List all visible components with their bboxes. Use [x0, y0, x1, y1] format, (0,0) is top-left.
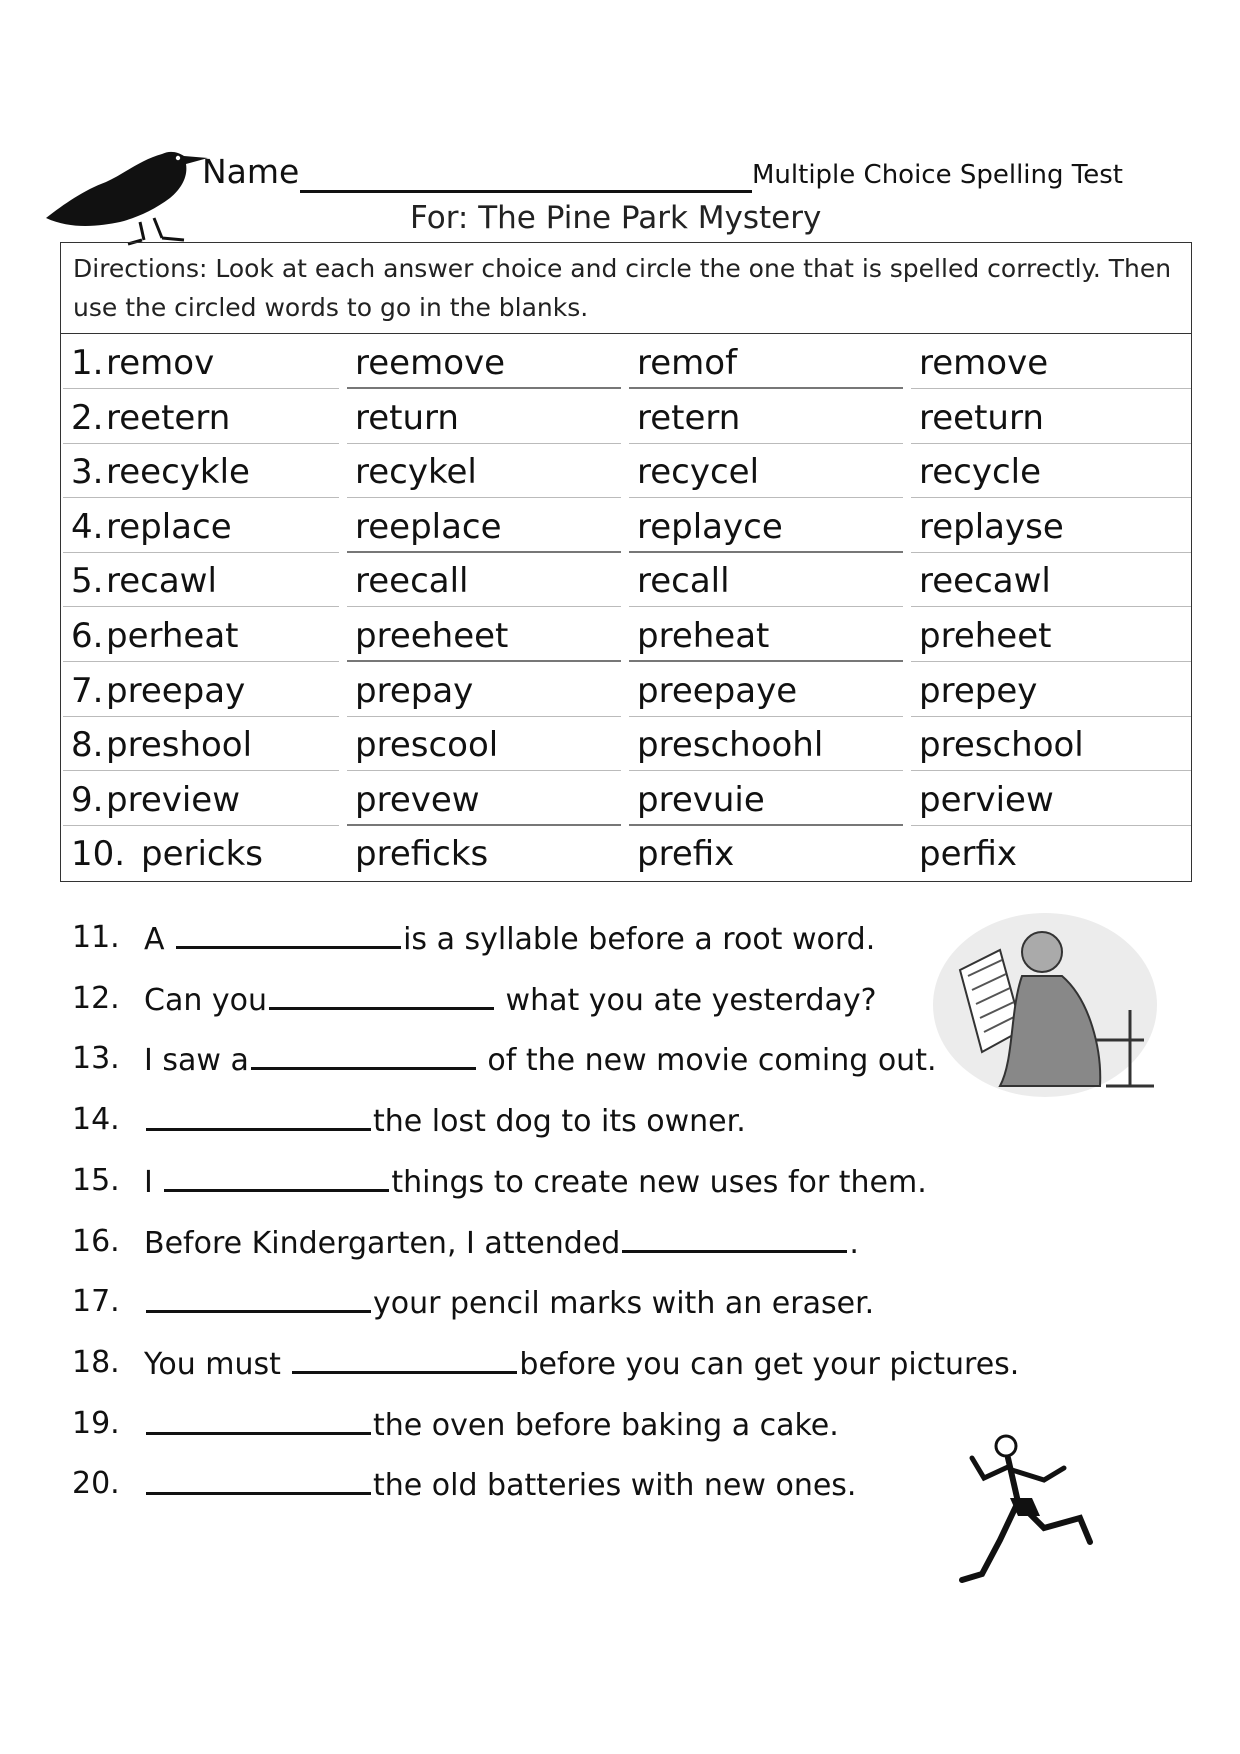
- question-word: [63, 501, 339, 553]
- answer-blank[interactable]: [164, 1159, 389, 1192]
- question-number: 5.: [71, 561, 104, 602]
- choice-text: remove: [919, 343, 1049, 383]
- reading-woman-illustration: [930, 910, 1160, 1100]
- answer-blank[interactable]: [292, 1341, 517, 1374]
- sentence-number: 16.: [72, 1223, 120, 1259]
- choice-text: perheat: [106, 616, 239, 656]
- answer-blank[interactable]: [269, 977, 494, 1010]
- test-title: Multiple Choice Spelling Test: [752, 160, 1123, 190]
- answer-choice[interactable]: [629, 501, 903, 553]
- sentence-number: 20.: [72, 1466, 120, 1502]
- choice-text: remof: [637, 343, 738, 383]
- sentence-before-text: I: [144, 1164, 163, 1200]
- answer-choice[interactable]: [629, 392, 903, 444]
- sentence-body: [144, 1341, 1019, 1387]
- answer-choice[interactable]: [347, 774, 621, 826]
- question-row: [61, 828, 1191, 883]
- choice-text: reeturn: [919, 397, 1044, 438]
- choice-text: preeheet: [355, 616, 509, 656]
- sentence-body: [144, 1098, 746, 1144]
- question-number: 4.: [71, 506, 104, 547]
- choice-text: preschool: [919, 725, 1084, 766]
- question-row: [61, 555, 1191, 610]
- choice-text: perfix: [919, 834, 1018, 875]
- answer-blank[interactable]: [251, 1037, 476, 1070]
- answer-choice[interactable]: [911, 828, 1191, 880]
- sentence-after-text: is a syllable before a root word.: [403, 922, 876, 957]
- sentence-number: 19.: [72, 1405, 120, 1441]
- choice-text: reecykle: [106, 452, 250, 493]
- sentence-after-text: what you ate yesterday?: [496, 982, 877, 1018]
- answer-choice[interactable]: [347, 501, 621, 553]
- answer-blank[interactable]: [146, 1280, 371, 1313]
- question-row: [61, 392, 1191, 447]
- question-row: [61, 774, 1191, 829]
- question-word: [63, 610, 339, 662]
- sentence-number: 17.: [72, 1284, 120, 1320]
- question-number: 3.: [71, 452, 104, 493]
- sentence-body: [144, 1159, 927, 1205]
- choice-text: reecall: [355, 561, 469, 602]
- choice-text: prepey: [919, 670, 1038, 711]
- choice-text: reemove: [355, 343, 506, 383]
- question-number: 6.: [71, 616, 104, 656]
- sentence-after-text: .: [849, 1225, 859, 1261]
- choice-text: preepaye: [637, 670, 798, 711]
- choice-text: preepay: [106, 670, 246, 711]
- choice-text: recawl: [106, 561, 217, 602]
- sentence-after-text: before you can get your pictures.: [519, 1346, 1020, 1382]
- answer-blank[interactable]: [146, 1402, 371, 1435]
- sentence-number: 12.: [72, 980, 120, 1016]
- question-word: [63, 774, 339, 826]
- directions-text: Directions: Look at each answer choice and circle the one that is spelled correctly. Then use the circled words to go in the blanks.: [73, 254, 1172, 322]
- question-number: 10.: [71, 834, 126, 875]
- sentence-after-text: your pencil marks with an eraser.: [373, 1286, 875, 1322]
- question-word: [63, 446, 339, 498]
- answer-choice[interactable]: [629, 774, 903, 826]
- choice-text: prepay: [355, 670, 474, 711]
- sentence-before-text: You must: [144, 1346, 291, 1382]
- sentence-after-text: of the new movie coming out.: [477, 1043, 937, 1079]
- choice-text: replayse: [919, 506, 1064, 547]
- choice-text: reecawl: [919, 561, 1051, 602]
- choice-text: reeplace: [355, 506, 502, 547]
- directions-divider: [61, 333, 1191, 334]
- question-word: [63, 392, 339, 444]
- answer-blank[interactable]: [176, 916, 401, 949]
- sentence-body: [144, 977, 877, 1023]
- sentence-body: [144, 1220, 859, 1266]
- sentence-after-text: things to create new uses for them.: [391, 1164, 927, 1200]
- sentence-body: [144, 1037, 937, 1083]
- answer-choice[interactable]: [629, 719, 903, 771]
- spelling-choice-table: [60, 242, 1192, 882]
- answer-choice[interactable]: [347, 337, 621, 389]
- choice-text: recykel: [355, 452, 477, 493]
- question-number: 2.: [71, 397, 104, 438]
- choice-text: preview: [106, 779, 241, 820]
- question-row: [61, 610, 1191, 665]
- answer-choice[interactable]: [911, 446, 1191, 498]
- answer-choice[interactable]: [629, 337, 903, 389]
- question-number: 8.: [71, 725, 104, 766]
- choice-text: preficks: [355, 834, 489, 875]
- answer-choice[interactable]: [911, 665, 1191, 717]
- choice-text: perview: [919, 779, 1054, 820]
- question-word: [63, 555, 339, 607]
- question-word: [63, 665, 339, 717]
- sentence-after-text: the lost dog to its owner.: [373, 1104, 746, 1140]
- question-word: [63, 337, 339, 389]
- choice-text: preheat: [637, 616, 770, 656]
- name-label: Name: [202, 152, 300, 191]
- sentence-after-text: the old batteries with new ones.: [373, 1468, 857, 1504]
- answer-choice[interactable]: [629, 665, 903, 717]
- sentence-body: [144, 1280, 874, 1326]
- answer-choice[interactable]: [911, 555, 1191, 607]
- sentence-number: 15.: [72, 1162, 120, 1198]
- runner-illustration: [948, 1432, 1108, 1602]
- choice-text: prevuie: [637, 779, 765, 820]
- answer-choice[interactable]: [629, 610, 903, 662]
- choice-text: preheet: [919, 616, 1052, 656]
- question-word: [63, 828, 339, 880]
- sentence-after-text: the oven before baking a cake.: [373, 1407, 839, 1443]
- choice-text: recycle: [919, 452, 1042, 493]
- question-row: [61, 501, 1191, 556]
- answer-choice[interactable]: [347, 610, 621, 662]
- question-number: 1.: [71, 343, 104, 383]
- choice-text: recycel: [637, 452, 760, 493]
- choice-text: recall: [637, 561, 730, 602]
- question-row: [61, 719, 1191, 774]
- choice-text: reetern: [106, 397, 231, 438]
- choice-text: preshool: [106, 725, 253, 766]
- name-blank-line[interactable]: [300, 190, 752, 193]
- answer-choice[interactable]: [347, 665, 621, 717]
- answer-choice[interactable]: [347, 392, 621, 444]
- sentence-before-text: Before Kindergarten, I attended: [144, 1225, 621, 1261]
- choice-text: preschoohl: [637, 725, 824, 766]
- question-row: [61, 665, 1191, 720]
- choice-text: replace: [106, 506, 232, 547]
- answer-choice[interactable]: [911, 392, 1191, 444]
- sentence-before-text: I saw a: [144, 1043, 249, 1079]
- choice-text: pericks: [141, 834, 264, 875]
- answer-choice[interactable]: [629, 446, 903, 498]
- question-number: 9.: [71, 779, 104, 820]
- answer-choice[interactable]: [911, 610, 1191, 662]
- sentence-body: [144, 1402, 839, 1448]
- question-row: [61, 446, 1191, 501]
- answer-choice[interactable]: [911, 774, 1191, 826]
- sentence-number: 18.: [72, 1344, 120, 1380]
- answer-choice[interactable]: [347, 719, 621, 771]
- answer-choice[interactable]: [347, 555, 621, 607]
- choice-text: prescool: [355, 725, 499, 766]
- crow-icon: [44, 144, 210, 250]
- story-title: For: The Pine Park Mystery: [410, 200, 822, 236]
- answer-blank[interactable]: [146, 1098, 371, 1131]
- choice-text: retern: [637, 397, 741, 438]
- sentence-body: [144, 916, 875, 962]
- answer-blank[interactable]: [146, 1462, 371, 1495]
- choice-text: return: [355, 397, 459, 438]
- question-word: [63, 719, 339, 771]
- choice-text: replayce: [637, 506, 783, 547]
- question-number: 7.: [71, 670, 104, 711]
- answer-choice[interactable]: [629, 555, 903, 607]
- sentence-before-text: A: [144, 922, 175, 957]
- answer-choice[interactable]: [911, 719, 1191, 771]
- answer-choice[interactable]: [629, 828, 903, 880]
- sentence-before-text: Can you: [144, 982, 268, 1018]
- answer-choice[interactable]: [347, 446, 621, 498]
- question-row: [61, 337, 1191, 392]
- choice-text: prefix: [637, 834, 735, 875]
- answer-choice[interactable]: [911, 501, 1191, 553]
- sentence-number: 11.: [72, 920, 120, 955]
- answer-choice[interactable]: [911, 337, 1191, 389]
- sentence-number: 14.: [72, 1102, 120, 1138]
- sentence-number: 13.: [72, 1041, 120, 1077]
- choice-text: prevew: [355, 779, 480, 820]
- answer-blank[interactable]: [622, 1220, 847, 1253]
- choice-text: remov: [106, 343, 215, 383]
- answer-choice[interactable]: [347, 828, 621, 880]
- sentence-body: [144, 1462, 856, 1508]
